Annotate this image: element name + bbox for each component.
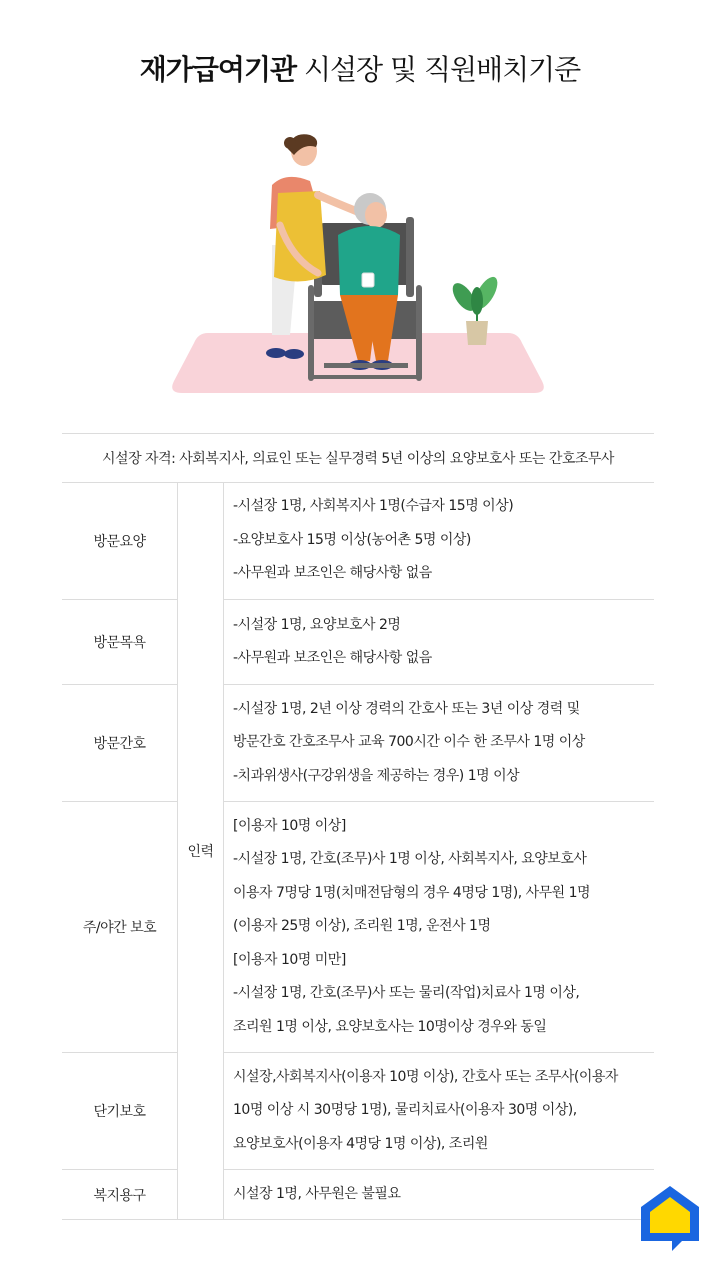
content-line: [이용자 10명 이상] [233, 817, 346, 834]
personnel-label: 인력 [178, 482, 224, 1220]
category-home-nursing: 방문간호 [62, 685, 178, 802]
row-content [224, 685, 655, 802]
content-line: [이용자 10명 미만] [233, 951, 346, 968]
content-line: -사무원과 보조인은 해당사항 없음 [233, 650, 432, 666]
content-line: 시설장 1명, 사무원은 불필요 [233, 1185, 401, 1202]
content-line: 10명 이상 시 30명당 1명), 물리치료사(이용자 30명 이상), [233, 1102, 577, 1119]
content-line: 조리원 1명 이상, 요양보호사는 10명이상 경우와 동일 [233, 1018, 547, 1035]
brand-logo-icon [638, 1183, 702, 1253]
table-row [62, 802, 654, 1053]
category-welfare-equipment: 복지용구 [62, 1170, 178, 1220]
content-line: 요양보호사(이용자 4명당 1명 이상), 조리원 [233, 1135, 488, 1152]
staffing-table [62, 482, 654, 1220]
content-line: -요양보호사 15명 이상(농어촌 5명 이상) [233, 531, 471, 548]
table-row [62, 685, 654, 802]
content-line: (이용자 25명 이상), 조리원 1명, 운전사 1명 [233, 918, 491, 935]
row-content [224, 482, 655, 600]
row-content [224, 1170, 655, 1220]
content-line: 시설장,사회복지사(이용자 10명 이상), 간호사 또는 조무사(이용자 [233, 1068, 618, 1085]
title-rest: 시설장 및 직원배치기준 [296, 53, 581, 86]
caregiver-illustration [160, 125, 560, 400]
row-content [224, 1053, 655, 1170]
content-line: -시설장 1명, 사회복지사 1명(수급자 15명 이상) [233, 498, 514, 515]
table-row [62, 1170, 654, 1220]
table-row [62, 482, 654, 600]
row-content [224, 600, 655, 685]
content-line: -시설장 1명, 요양보호사 2명 [233, 616, 401, 633]
table-row [62, 1053, 654, 1170]
content-line: -시설장 1명, 간호(조무)사 1명 이상, 사회복지사, 요양보호사 [233, 851, 587, 868]
category-short-term-care: 단기보호 [62, 1053, 178, 1170]
table-row [62, 600, 654, 685]
content-line: 방문간호 간호조무사 교육 700시간 이수 한 조무사 1명 이상 [233, 734, 585, 751]
content-line: -사무원과 보조인은 해당사항 없음 [233, 565, 432, 582]
category-day-night-care: 주/야간 보호 [62, 802, 178, 1053]
category-home-care: 방문요양 [62, 482, 178, 600]
category-home-bathing: 방문목욕 [62, 600, 178, 685]
page-title [0, 48, 720, 88]
title-bold: 재가급여기관 [139, 53, 297, 86]
facility-head-qualification: 시설장 자격: 사회복지사, 의료인 또는 실무경력 5년 이상의 요양보호사 또는 간호조무사 [62, 433, 654, 483]
content-line: 이용자 7명당 1명(치매전담형의 경우 4명당 1명), 사무원 1명 [233, 884, 591, 901]
row-content [224, 802, 655, 1053]
content-line: -시설장 1명, 간호(조무)사 또는 물리(작업)치료사 1명 이상, [233, 985, 580, 1002]
content-line: -치과위생사(구강위생을 제공하는 경우) 1명 이상 [233, 767, 520, 784]
content-line: -시설장 1명, 2년 이상 경력의 간호사 또는 3년 이상 경력 및 [233, 700, 580, 717]
